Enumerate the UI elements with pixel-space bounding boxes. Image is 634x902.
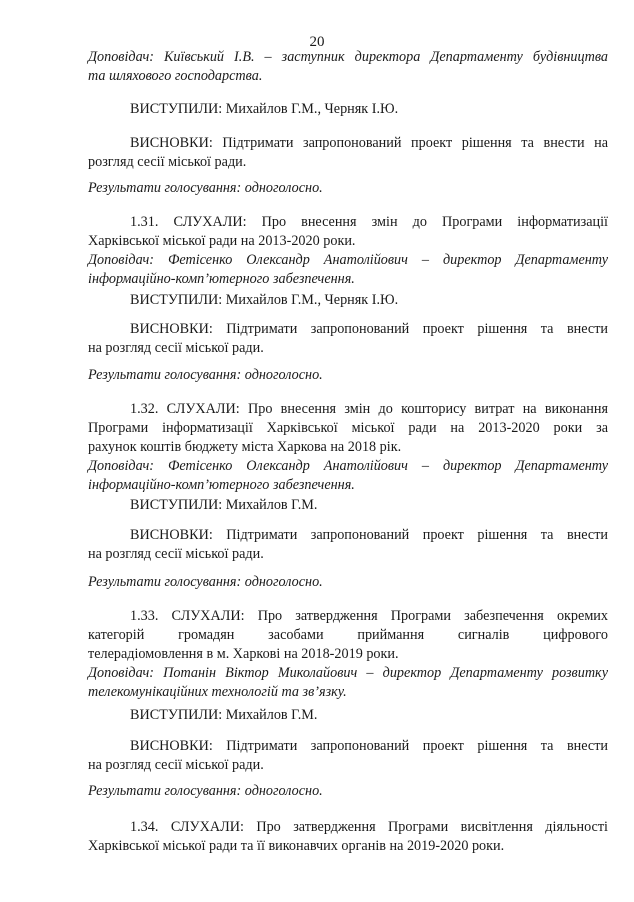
speaker-intro [88, 48, 608, 86]
vote-result [88, 573, 608, 592]
speaker-line: Доповідач: Фетісенко Олександр Анатолійович – директор Департаменту [88, 458, 608, 474]
vote-result-text: Результати голосування: одноголосно. [88, 574, 323, 590]
conclusion-line: на розгляд сесії міської ради. [88, 757, 264, 773]
agenda-item-1-34 [88, 818, 608, 856]
conclusion-line: ВИСНОВКИ: Підтримати запропонований проект рішення та внести [130, 527, 608, 543]
vote-result [88, 179, 608, 198]
conclusion-line: на розгляд сесії міської ради. [88, 546, 264, 562]
speaker-line: інформаційно-комп’ютерного забезпечення. [88, 271, 355, 287]
vote-result [88, 782, 608, 801]
conclusion-line: ВИСНОВКИ: Підтримати запропонований проект рішення та внести [130, 738, 608, 754]
spoke-paragraph [88, 706, 634, 725]
agenda-item-1-32 [88, 400, 608, 495]
agenda-item-1-33 [88, 607, 608, 702]
spoke-paragraph [88, 100, 634, 119]
spoke-text: ВИСТУПИЛИ: Михайлов Г.М., Черняк І.Ю. [130, 292, 399, 308]
agenda-line: Програми інформатизації Харківської міської ради на 2013-2020 роки за [88, 420, 608, 436]
vote-result [88, 366, 608, 385]
conclusion-line: розгляд сесії міської ради. [88, 154, 247, 170]
agenda-line: рахунок коштів бюджету міста Харкова на 2018 рік. [88, 439, 402, 455]
speaker-line: Доповідач: Потанін Віктор Миколайович – директор Департаменту розвитку [88, 665, 608, 681]
spoke-paragraph [88, 496, 634, 515]
speaker-line: та шляхового господарства. [88, 68, 263, 84]
spoke-paragraph [88, 291, 634, 310]
conclusion-line: на розгляд сесії міської ради. [88, 340, 264, 356]
vote-result-text: Результати голосування: одноголосно. [88, 783, 323, 799]
conclusion-line: ВИСНОВКИ: Підтримати запропонований проект рішення та внести на [130, 135, 608, 151]
agenda-item-1-31 [88, 213, 608, 289]
speaker-line: телекомунікаційних технологій та зв’язку. [88, 684, 347, 700]
vote-result-text: Результати голосування: одноголосно. [88, 367, 323, 383]
agenda-line: Харківської міської ради на 2013-2020 роки. [88, 233, 356, 249]
agenda-line: 1.34. СЛУХАЛИ: Про затвердження Програми висвітлення діяльності [130, 819, 608, 835]
speaker-line: Доповідач: Київський І.В. – заступник директора Департаменту будівництва [88, 49, 608, 65]
vote-result-text: Результати голосування: одноголосно. [88, 180, 323, 196]
agenda-line: Харківської міської ради та її виконавчих органів на 2019-2020 роки. [88, 838, 505, 854]
spoke-text: ВИСТУПИЛИ: Михайлов Г.М., Черняк І.Ю. [130, 101, 399, 117]
agenda-line: 1.32. СЛУХАЛИ: Про внесення змін до кошторису витрат на виконання [130, 401, 608, 417]
conclusion-paragraph [88, 320, 608, 358]
agenda-line: 1.33. СЛУХАЛИ: Про затвердження Програми забезпечення окремих [130, 608, 608, 624]
speaker-line: Доповідач: Фетісенко Олександр Анатолійович – директор Департаменту [88, 252, 608, 268]
speaker-line: інформаційно-комп’ютерного забезпечення. [88, 477, 355, 493]
page-number: 20 [309, 34, 325, 50]
agenda-line: 1.31. СЛУХАЛИ: Про внесення змін до Програми інформатизації [130, 214, 608, 230]
conclusion-paragraph [88, 526, 608, 564]
conclusion-line: ВИСНОВКИ: Підтримати запропонований проект рішення та внести [130, 321, 608, 337]
spoke-text: ВИСТУПИЛИ: Михайлов Г.М. [130, 497, 318, 513]
conclusion-paragraph [88, 134, 608, 172]
agenda-line: категорій громадян засобами приймання сигналів цифрового [88, 627, 608, 643]
spoke-text: ВИСТУПИЛИ: Михайлов Г.М. [130, 707, 318, 723]
agenda-line: телерадіомовлення в м. Харкові на 2018-2019 роки. [88, 646, 399, 662]
conclusion-paragraph [88, 737, 608, 775]
